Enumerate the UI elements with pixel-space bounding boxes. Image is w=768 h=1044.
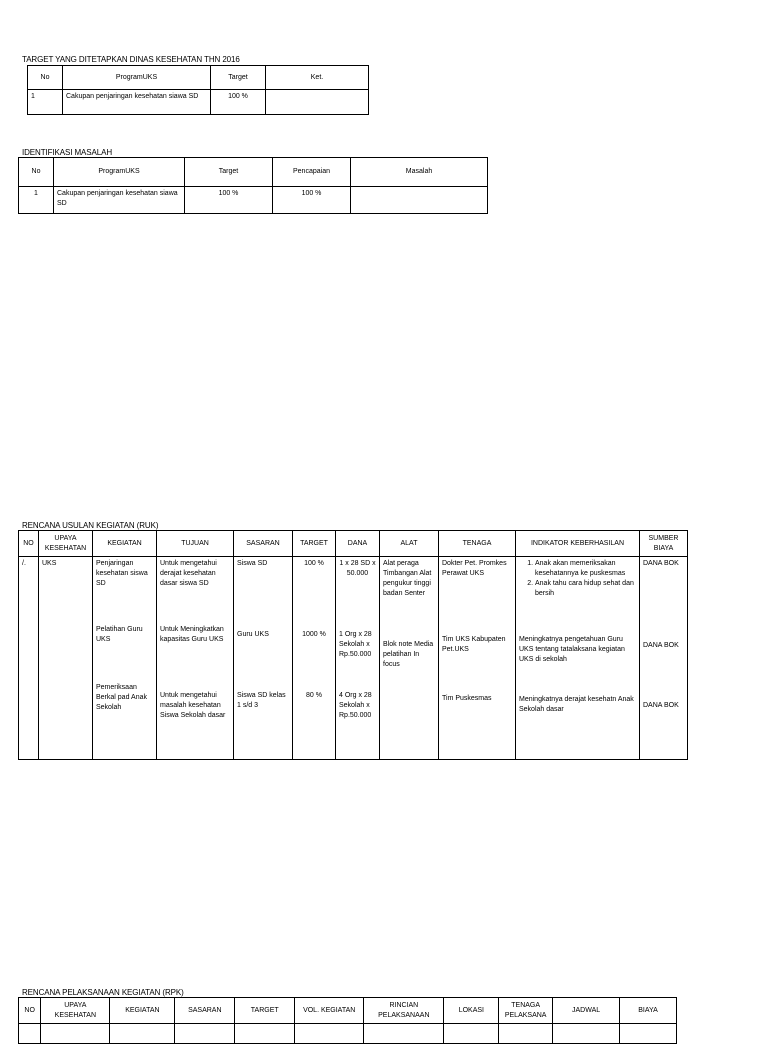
rpk-cell [295, 1024, 364, 1044]
header-dana: DANA [336, 531, 380, 557]
indikator-1-item-2: 2. Anak tahu cara hidup sehat dan bersih [535, 579, 636, 599]
rpk-cell [553, 1024, 620, 1044]
rpk-cell [499, 1024, 553, 1044]
header-rincian: RINCIAN PELAKSANAAN [364, 998, 444, 1024]
rpk-cell [41, 1024, 110, 1044]
target-table [27, 65, 369, 115]
tenaga-1: Dokter Pet. Promkes Perawat UKS [442, 560, 507, 577]
indikator-3: Meningkatnya derajat kesehatn Anak Sekolah dasar [519, 696, 634, 713]
target-3: 80 % [306, 692, 322, 699]
rpk-table [18, 997, 677, 1044]
header-no: NO [19, 998, 41, 1024]
header-no: No [19, 158, 54, 187]
kegiatan-2: Pelatihan Guru UKS [96, 626, 143, 643]
cell-dana [336, 557, 380, 760]
indikator-1 [519, 559, 636, 635]
cell-masalah [351, 187, 488, 214]
rpk-cell [235, 1024, 295, 1044]
alat-1: Alat peraga Timbangan Alat pengukur tinggi badan Senter [383, 560, 432, 597]
sasaran-1: Siswa SD [237, 560, 268, 567]
rpk-cell [620, 1024, 677, 1044]
sasaran-3: Siswa SD kelas 1 s/d 3 [237, 692, 286, 709]
rpk-cell [175, 1024, 235, 1044]
header-indikator: INDIKATOR KEBERHASILAN [516, 531, 640, 557]
header-sumber: SUMBER BIAYA [640, 531, 688, 557]
sasaran-2: Guru UKS [237, 631, 269, 638]
tenaga-3: Tim Puskesmas [442, 695, 492, 702]
header-jadwal: JADWAL [553, 998, 620, 1024]
header-no: No [28, 66, 63, 90]
cell-alat [380, 557, 439, 760]
cell-program: Cakupan penjaringan kesehatan siawa SD [54, 187, 185, 214]
tujuan-2: Untuk Meningkatkan kapasitas Guru UKS [160, 626, 224, 643]
header-tujuan: TUJUAN [157, 531, 234, 557]
indikator-1-item-1: 1. Anak akan memeriksakan kesehatannya ke puskesmas [535, 559, 636, 579]
rpk-cell [444, 1024, 499, 1044]
section-title-identifikasi: IDENTIFIKASI MASALAH [22, 148, 113, 157]
rpk-cell [364, 1024, 444, 1044]
cell-ket [266, 90, 369, 115]
cell-no: 1 [19, 187, 54, 214]
sumber-3: DANA BOK [643, 702, 679, 709]
cell-no: 1 [28, 90, 63, 115]
identifikasi-table [18, 157, 488, 214]
header-alat: ALAT [380, 531, 439, 557]
rpk-cell [19, 1024, 41, 1044]
cell-tujuan [157, 557, 234, 760]
kegiatan-3: Pemeriksaan Berkal pad Anak Sekolah [96, 684, 147, 711]
cell-no: /. [19, 557, 39, 760]
cell-tenaga [439, 557, 516, 760]
cell-upaya: UKS [39, 557, 93, 760]
section-title-target: TARGET YANG DITETAPKAN DINAS KESEHATAN THN 2016 [22, 55, 240, 64]
header-program: ProgramUKS [54, 158, 185, 187]
cell-kegiatan [93, 557, 157, 760]
kegiatan-1: Penjaringan kesehatan siswa SD [96, 560, 148, 587]
header-kegiatan: KEGIATAN [93, 531, 157, 557]
cell-target: 100 % [211, 90, 266, 115]
header-target: TARGET [235, 998, 295, 1024]
header-masalah: Masalah [351, 158, 488, 187]
dana-1: 1 x 28 SD x 50.000 [339, 560, 376, 577]
header-upaya: UPAYA KESEHATAN [41, 998, 110, 1024]
cell-target: 100 % [185, 187, 273, 214]
dana-3: 4 Org x 28 Sekolah x Rp.50.000 [339, 692, 372, 719]
header-upaya: UPAYA KESEHATAN [39, 531, 93, 557]
header-pencapaian: Pencapaian [273, 158, 351, 187]
cell-target [293, 557, 336, 760]
header-vol-kegiatan: VOL. KEGIATAN [295, 998, 364, 1024]
header-target: Target [211, 66, 266, 90]
tenaga-2: Tim UKS Kabupaten Pet.UKS [442, 636, 506, 653]
sumber-2: DANA BOK [643, 642, 679, 649]
cell-program: Cakupan penjaringan kesehatan siawa SD [63, 90, 211, 115]
ruk-table [18, 530, 688, 760]
header-no: NO [19, 531, 39, 557]
header-ket: Ket. [266, 66, 369, 90]
header-target: TARGET [293, 531, 336, 557]
header-tenaga: TENAGA PELAKSANA [499, 998, 553, 1024]
alat-2: Blok note Media pelatihan In focus [383, 641, 434, 668]
header-lokasi: LOKASI [444, 998, 499, 1024]
section-title-rpk: RENCANA PELAKSANAAN KEGIATAN (RPK) [22, 988, 184, 997]
header-kegiatan: KEGIATAN [110, 998, 175, 1024]
header-target: Target [185, 158, 273, 187]
sumber-1: DANA BOK [643, 560, 679, 567]
section-title-ruk: RENCANA USULAN KEGIATAN (RUK) [22, 521, 159, 530]
dana-2: 1 Org x 28 Sekolah x Rp.50.000 [339, 631, 372, 658]
header-tenaga: TENAGA [439, 531, 516, 557]
header-sasaran: SASARAN [175, 998, 235, 1024]
cell-pencapaian: 100 % [273, 187, 351, 214]
indikator-2: Meningkatnya pengetahuan Guru UKS tentang tatalaksana kegiatan UKS di sekolah [519, 636, 625, 663]
cell-sumber [640, 557, 688, 760]
target-2: 1000 % [302, 631, 326, 638]
cell-indikator [516, 557, 640, 760]
header-program: ProgramUKS [63, 66, 211, 90]
target-1: 100 % [304, 560, 324, 567]
rpk-cell [110, 1024, 175, 1044]
tujuan-1: Untuk mengetahui derajat kesehatan dasar siswa SD [160, 560, 217, 587]
tujuan-3: Untuk mengetahui masalah kesehatan Siswa Sekolah dasar [160, 692, 226, 719]
header-biaya: BIAYA [620, 998, 677, 1024]
header-sasaran: SASARAN [234, 531, 293, 557]
cell-sasaran [234, 557, 293, 760]
